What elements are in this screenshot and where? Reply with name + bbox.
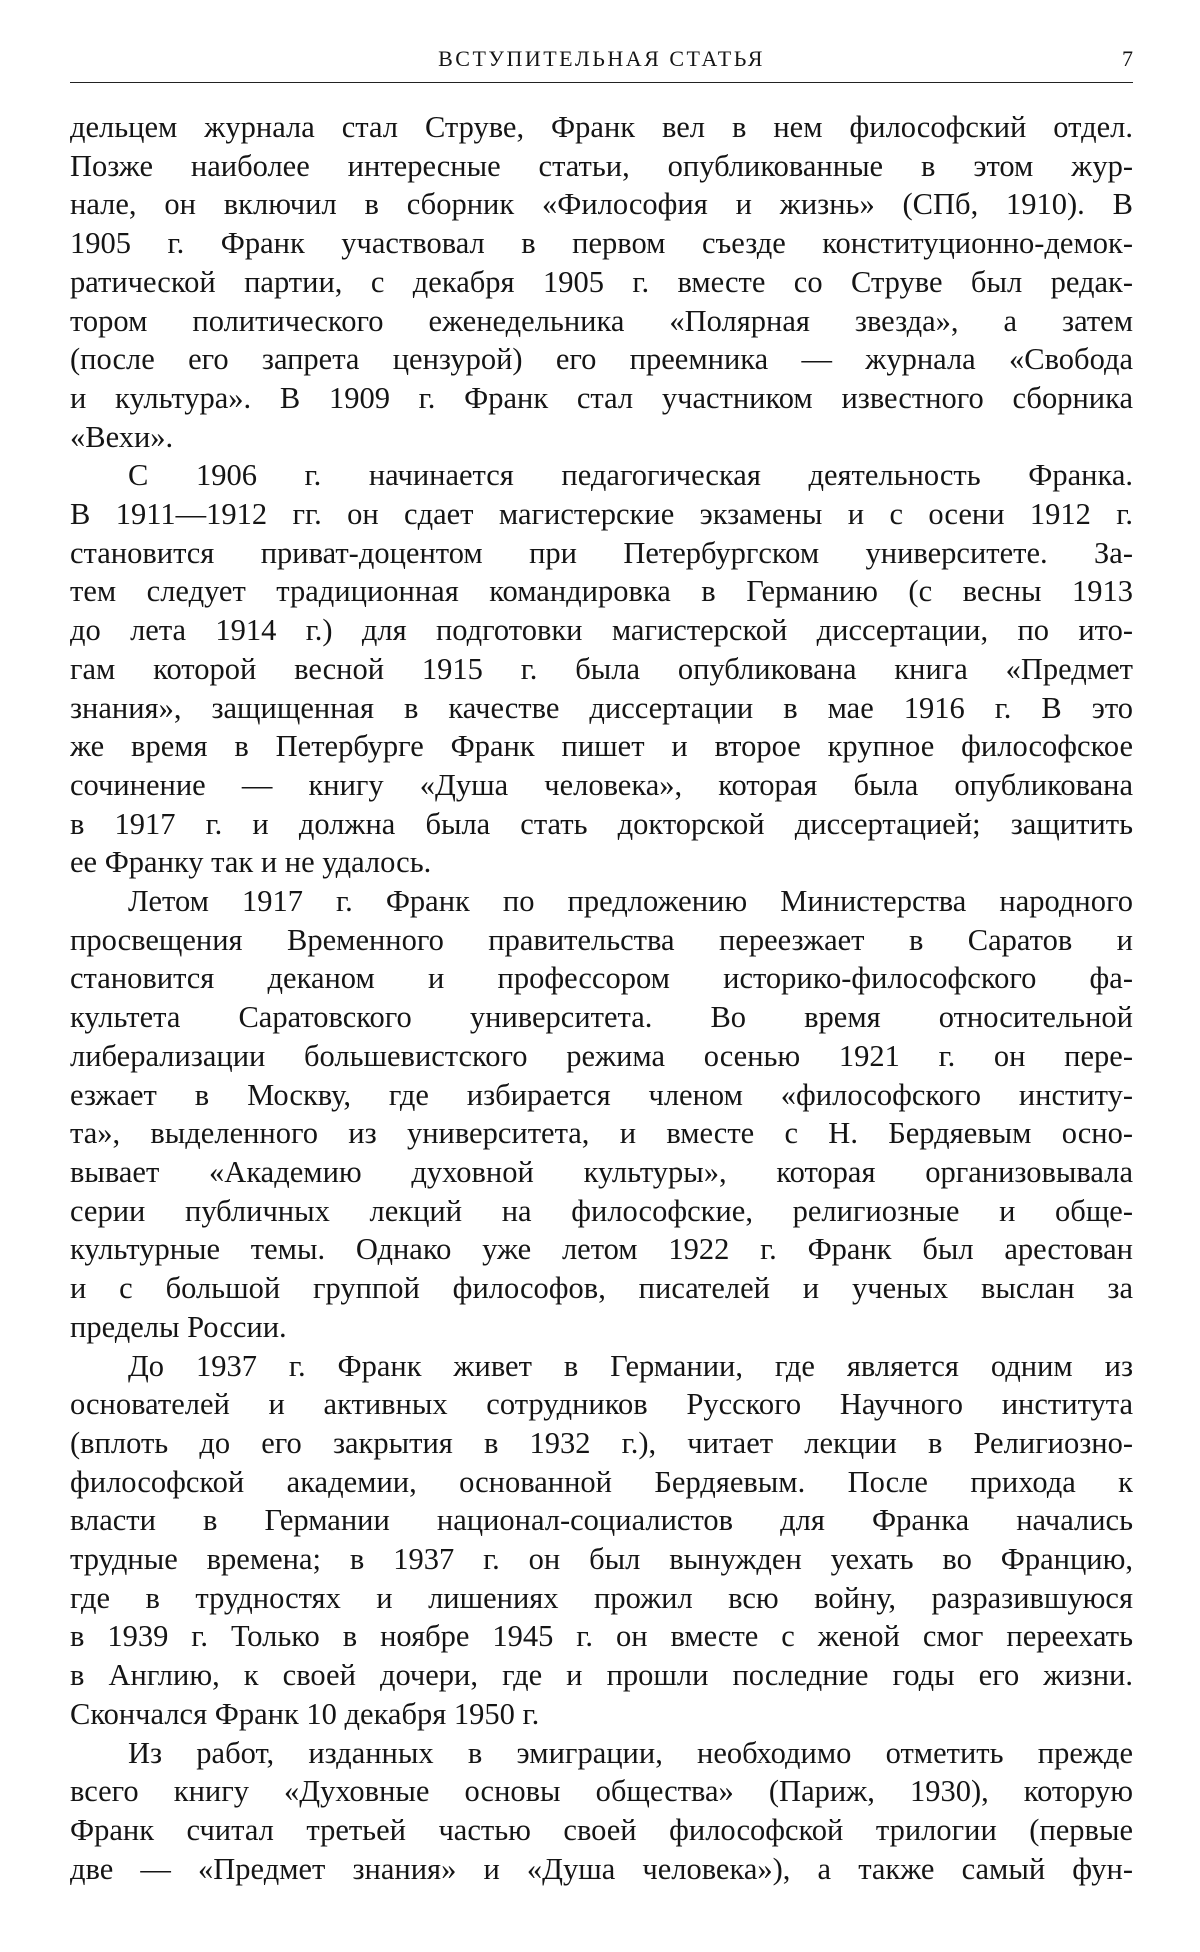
text-line: тем следует традиционная командировка в Германию (с весны 1913 (70, 574, 1133, 609)
text-line: и культура». В 1909 г. Франк стал участником известного сборника (70, 380, 1133, 415)
text-line: две — «Предмет знания» и «Душа человека»), а также самый фун- (70, 1851, 1133, 1886)
text-line: власти в Германии национал-социалистов для Франка начались (70, 1503, 1133, 1538)
text-line: нале, он включил в сборник «Философия и жизнь» (СПб, 1910). В (70, 187, 1133, 222)
text-line: вывает «Академию духовной культуры», которая организовывала (70, 1154, 1133, 1189)
text-line: трудные времена; в 1937 г. он был вынужден уехать во Францию, (70, 1542, 1133, 1577)
text-line: либерализации большевистского режима осенью 1921 г. он пере- (70, 1038, 1133, 1073)
text-line: до лета 1914 г.) для подготовки магистерской диссертации, по ито- (70, 613, 1133, 648)
text-line: Франк считал третьей частью своей философской трилогии (первые (70, 1812, 1133, 1847)
text-line: тором политического еженедельника «Полярная звезда», а затем (70, 303, 1133, 338)
paragraph (70, 456, 1133, 882)
paragraph (70, 1347, 1133, 1734)
text-line: ее Франку так и не удалось. (70, 845, 432, 880)
text-line: и с большой группой философов, писателей и ученых выслан за (70, 1271, 1133, 1306)
running-header (70, 44, 1133, 78)
text-line: дельцем журнала стал Струве, Франк вел в нем философский отдел. (70, 110, 1133, 144)
text-line: культурные темы. Однако уже летом 1922 г. Франк был арестован (70, 1232, 1133, 1267)
text-line: в Англию, к своей дочери, где и прошли последние годы его жизни. (70, 1658, 1133, 1693)
text-line: всего книгу «Духовные основы общества» (Париж, 1930), которую (70, 1774, 1133, 1809)
header-rule (70, 82, 1133, 83)
text-line: где в трудностях и лишениях прожил всю войну, разразившуюся (70, 1580, 1133, 1615)
text-line: становится приват-доцентом при Петербургском университете. За- (70, 535, 1133, 570)
text-line: серии публичных лекций на философские, религиозные и обще- (70, 1193, 1133, 1228)
page-number: 7 (1122, 46, 1133, 71)
text-line: пределы России. (70, 1309, 287, 1344)
text-line: философской академии, основанной Бердяевым. После прихода к (70, 1464, 1133, 1499)
text-line: просвещения Временного правительства переезжает в Саратов и (70, 922, 1133, 957)
text-line: 1905 г. Франк участвовал в первом съезде конституционно-демок- (70, 226, 1133, 261)
text-line: Из работ, изданных в эмиграции, необходимо отметить прежде (128, 1735, 1133, 1770)
text-line: «Вехи». (70, 419, 174, 454)
text-line: ратической партии, с декабря 1905 г. вместе со Струве был редак- (70, 264, 1133, 299)
paragraph (70, 1734, 1133, 1889)
text-line: основателей и активных сотрудников Русского Научного института (70, 1387, 1133, 1422)
text-line: В 1911—1912 гг. он сдает магистерские экзамены и с осени 1912 г. (70, 497, 1133, 532)
text-line: в 1917 г. и должна была стать докторской диссертацией; защитить (70, 806, 1133, 841)
text-line: гам которой весной 1915 г. была опубликована книга «Предмет (70, 651, 1133, 686)
text-line: та», выделенного из университета, и вместе с Н. Бердяевым осно- (70, 1116, 1133, 1151)
text-line: (вплоть до его закрытия в 1932 г.), читает лекции в Религиозно- (70, 1425, 1133, 1460)
text-line: С 1906 г. начинается педагогическая деятельность Франка. (128, 458, 1133, 493)
text-line: знания», защищенная в качестве диссертации в мае 1916 г. В это (70, 690, 1133, 725)
text-line: Летом 1917 г. Франк по предложению Министерства народного (128, 884, 1133, 919)
text-line: же время в Петербурге Франк пишет и второе крупное философское (70, 729, 1133, 764)
text-line: До 1937 г. Франк живет в Германии, где является одним из (128, 1348, 1133, 1383)
text-line: культета Саратовского университета. Во время относительной (70, 1000, 1133, 1035)
paragraph (70, 882, 1133, 1346)
text-line: сочинение — книгу «Душа человека», которая была опубликована (70, 767, 1133, 802)
paragraph (70, 108, 1133, 456)
running-title: ВСТУПИТЕЛЬНАЯ СТАТЬЯ (438, 46, 765, 71)
text-line: Позже наиболее интересные статьи, опубликованные в этом жур- (70, 148, 1133, 183)
text-line: становится деканом и профессором историко-философского фа- (70, 961, 1133, 996)
text-line: (после его запрета цензурой) его преемника — журнала «Свобода (70, 342, 1133, 377)
body-text (70, 108, 1133, 1888)
text-line: в 1939 г. Только в ноябре 1945 г. он вместе с женой смог переехать (70, 1619, 1133, 1654)
text-line: Скончался Франк 10 декабря 1950 г. (70, 1696, 540, 1731)
text-line: езжает в Москву, где избирается членом «философского институ- (70, 1077, 1133, 1112)
